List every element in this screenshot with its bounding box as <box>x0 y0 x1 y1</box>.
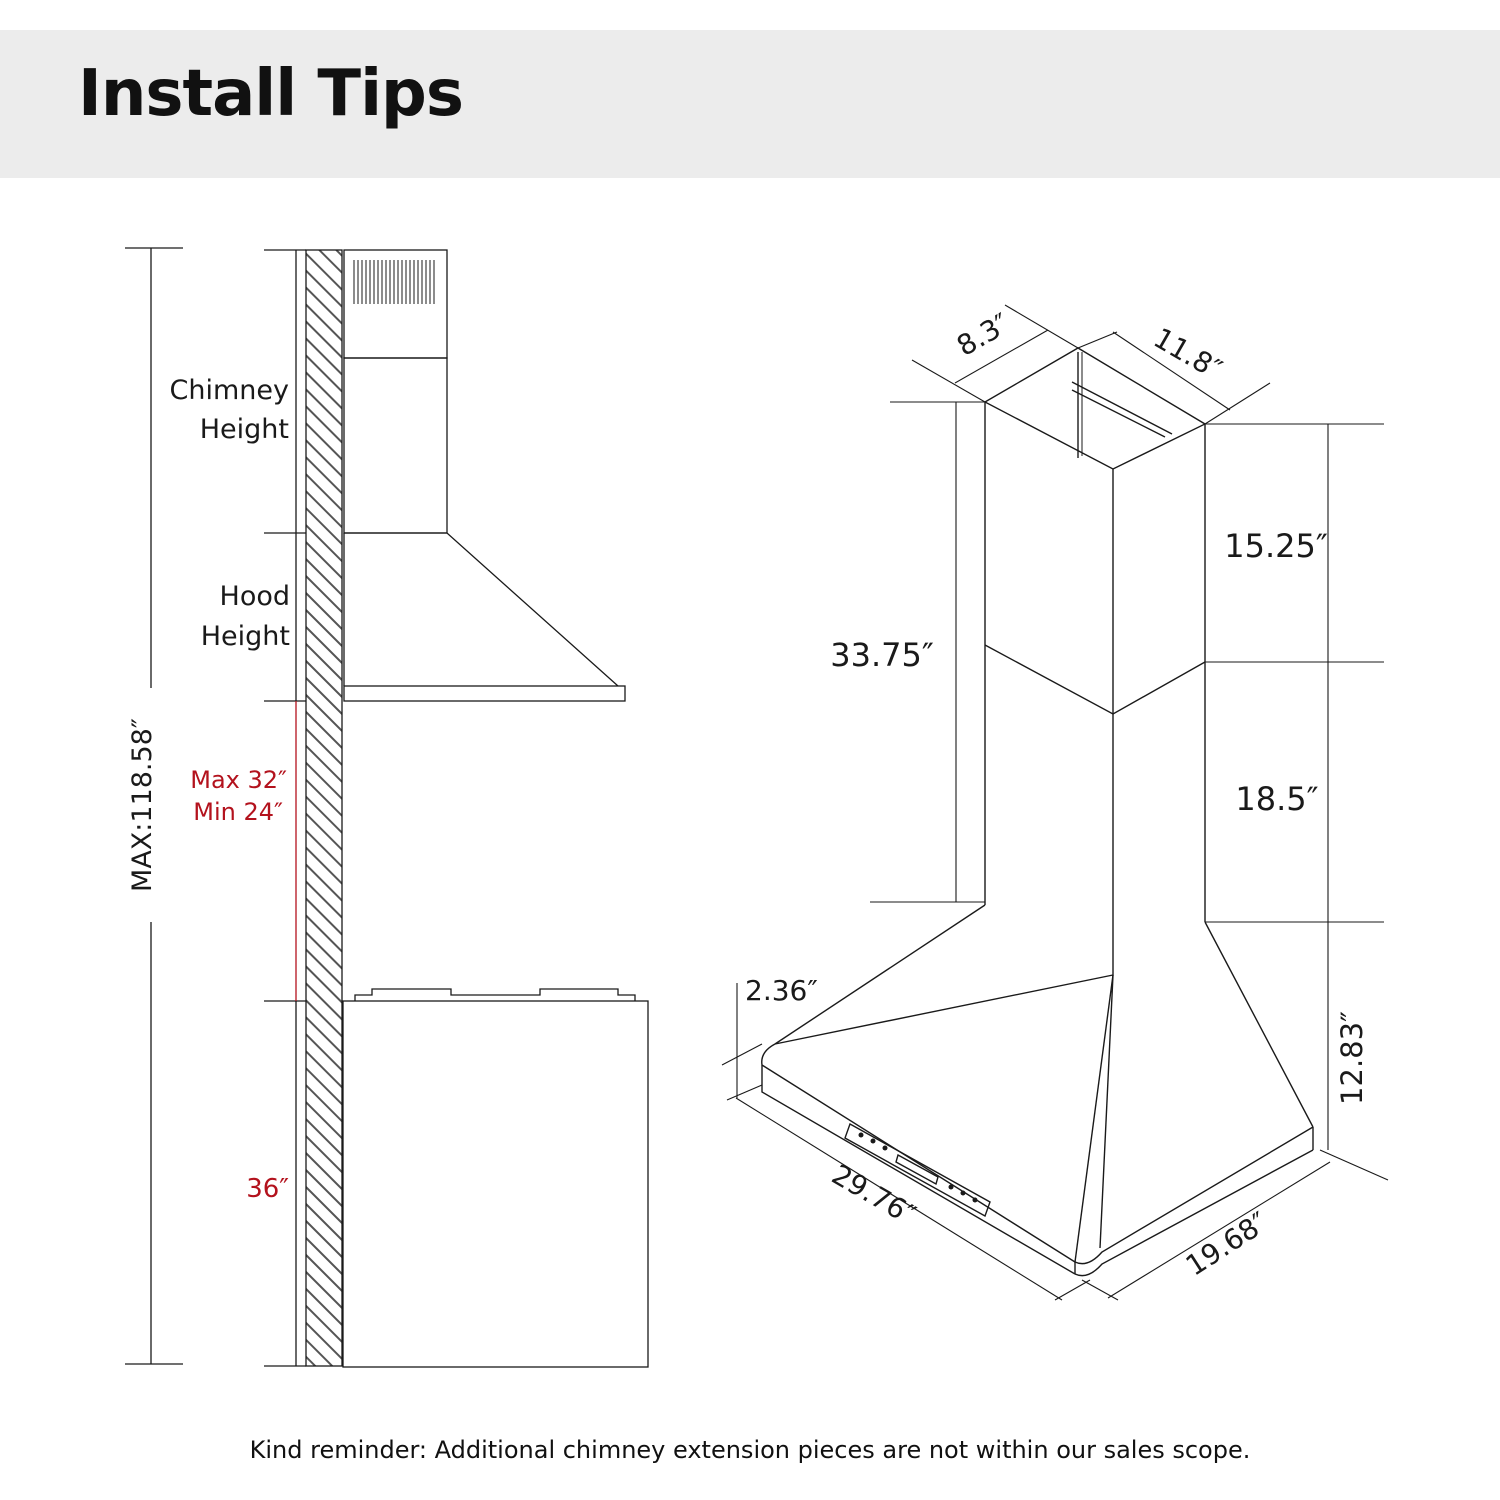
side-cabinet <box>343 989 648 1367</box>
chimney-upper <box>985 402 1205 714</box>
duct-opening <box>985 348 1205 469</box>
hood-height-label-2: Height <box>200 621 290 652</box>
clearance-max-label: Max 32″ <box>190 766 287 794</box>
counter-height-label: 36″ <box>246 1174 289 1204</box>
clearance-min-label: Min 24″ <box>193 798 283 826</box>
hood-height-label: 12.83″ <box>1335 1011 1369 1105</box>
hood-body <box>762 905 1313 1276</box>
chimney-total-label: 33.75″ <box>830 636 934 674</box>
hood-height-label-1: Hood <box>219 581 290 612</box>
hood-width-label: 29.76″ <box>826 1157 922 1232</box>
total-height-label: MAX:118.58″ <box>127 718 158 892</box>
wall-hatch <box>306 250 342 1366</box>
kind-reminder: Kind reminder: Additional chimney extension pieces are not within our sales scope. <box>249 1436 1251 1464</box>
chimney-lower <box>985 645 1205 975</box>
upper-chimney-label: 15.25″ <box>1224 527 1328 565</box>
rim-height-label: 2.36″ <box>745 974 818 1007</box>
chimney-height-label-2: Height <box>199 414 289 445</box>
duct-depth-label: 8.3″ <box>951 306 1016 363</box>
side-hood <box>344 533 625 701</box>
page-title: Install Tips <box>78 57 463 131</box>
side-chimney <box>344 250 447 533</box>
hood-depth-label: 19.68″ <box>1179 1205 1274 1283</box>
chimney-height-label-1: Chimney <box>169 375 289 406</box>
lower-chimney-label: 18.5″ <box>1235 780 1319 818</box>
duct-width-label: 11.8″ <box>1147 321 1228 387</box>
vent-grille <box>354 260 434 304</box>
